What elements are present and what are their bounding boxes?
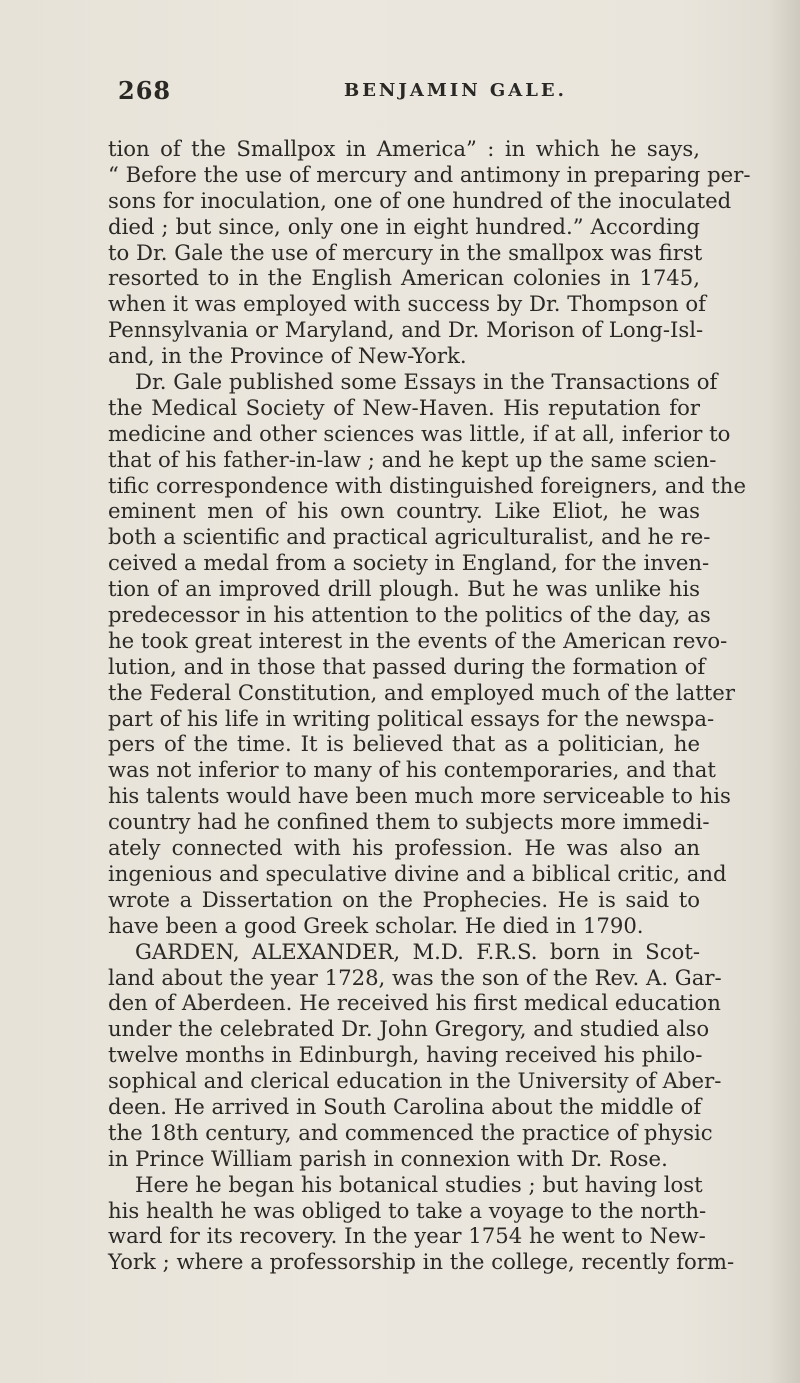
- text-line: the 18th century, and commenced the practice of physic: [108, 1119, 713, 1145]
- text-line: “ Before the use of mercury and antimony in preparing per-: [108, 161, 751, 187]
- text-line: ingenious and speculative divine and a biblical critic, and: [108, 860, 727, 886]
- text-line: Here he began his botanical studies ; but having lost: [135, 1171, 703, 1197]
- text-line: predecessor in his attention to the politics of the day, as: [108, 602, 711, 628]
- text-line: both a scientific and practical agriculturalist, and he re-: [108, 524, 711, 550]
- text-line: twelve months in Edinburgh, having received his philo-: [108, 1042, 703, 1068]
- text-line: sophical and clerical education in the University of Aber-: [108, 1068, 722, 1094]
- page-number: 268: [118, 76, 172, 105]
- text-line: the Federal Constitution, and employed much of the latter: [108, 679, 735, 705]
- paragraph: [108, 1171, 735, 1276]
- text-line: was not inferior to many of his contemporaries, and that: [108, 757, 716, 783]
- text-line: sons for inoculation, one of one hundred of the inoculated: [108, 187, 732, 213]
- text-line: died ; but since, only one in eight hundred.” According: [108, 213, 700, 239]
- text-line: ceived a medal from a society in England, for the inven-: [108, 550, 710, 576]
- text-line: have been a good Greek scholar. He died in 1790.: [108, 912, 644, 938]
- text-line: den of Aberdeen. He received his first medical education: [108, 990, 721, 1016]
- text-line: wrote a Dissertation on the Prophecies. He is said to: [108, 886, 700, 912]
- text-line: he took great interest in the events of the American revo-: [108, 627, 728, 653]
- text-line: part of his life in writing political essays for the newspa-: [108, 705, 715, 731]
- text-line: GARDEN, ALEXANDER, M.D. F.R.S. born in Scot-: [135, 938, 700, 964]
- text-line: eminent men of his own country. Like Eliot, he was: [108, 498, 700, 524]
- text-line: ately connected with his profession. He was also an: [108, 835, 700, 861]
- text-line: lution, and in those that passed during the formation of: [108, 653, 706, 679]
- text-line: country had he confined them to subjects more immedi-: [108, 809, 710, 835]
- page-edge-shadow: [770, 0, 800, 1383]
- text-line: his health he was obliged to take a voyage to the north-: [108, 1197, 707, 1223]
- text-line: his talents would have been much more serviceable to his: [108, 783, 731, 809]
- text-line: tion of the Smallpox in America” : in which he says,: [108, 136, 700, 161]
- body-text: [108, 136, 751, 1275]
- text-line: pers of the time. It is believed that as a politician, he: [108, 731, 700, 757]
- text-line: Pennsylvania or Maryland, and Dr. Morison of Long-Isl-: [108, 317, 704, 343]
- text-line: that of his father-in-law ; and he kept up the same scien-: [108, 446, 717, 472]
- running-head: BENJAMIN GALE.: [344, 80, 567, 101]
- text-line: land about the year 1728, was the son of the Rev. A. Gar-: [108, 964, 722, 990]
- paragraph: [108, 369, 746, 939]
- text-line: resorted to in the English American colonies in 1745,: [108, 265, 700, 291]
- text-line: when it was employed with success by Dr. Thompson of: [108, 291, 707, 317]
- text-line: medicine and other sciences was little, if at all, inferior to: [108, 420, 731, 446]
- text-line: tion of an improved drill plough. But he was unlike his: [108, 576, 700, 602]
- text-line: ward for its recovery. In the year 1754 he went to New-: [108, 1223, 706, 1249]
- paragraph: [108, 938, 722, 1172]
- text-line: tific correspondence with distinguished foreigners, and the: [108, 472, 746, 498]
- text-line: to Dr. Gale the use of mercury in the smallpox was first: [108, 239, 703, 265]
- text-line: the Medical Society of New-Haven. His reputation for: [108, 394, 700, 420]
- text-line: Dr. Gale published some Essays in the Transactions of: [135, 369, 718, 395]
- text-line: and, in the Province of New-York.: [108, 343, 467, 369]
- text-line: under the celebrated Dr. John Gregory, and studied also: [108, 1016, 710, 1042]
- paragraph: [108, 136, 751, 369]
- text-line: in Prince William parish in connexion with Dr. Rose.: [108, 1145, 668, 1171]
- text-line: deen. He arrived in South Carolina about the middle of: [108, 1093, 702, 1119]
- text-line: York ; where a professorship in the college, recently form-: [108, 1249, 735, 1275]
